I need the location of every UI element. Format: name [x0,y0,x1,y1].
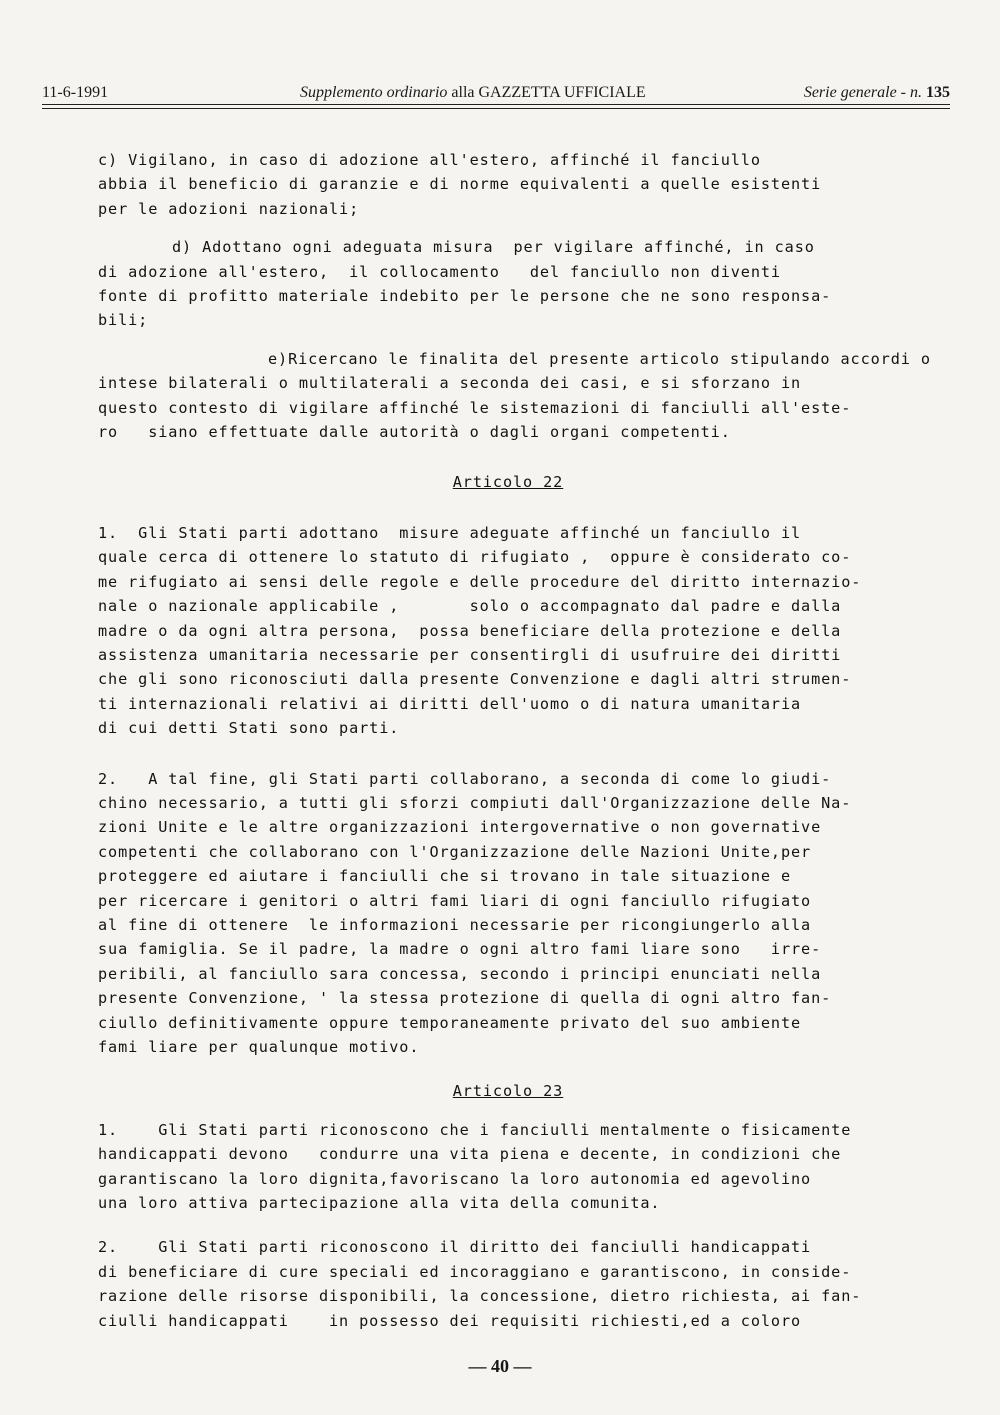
page-number: — 40 — [468,1356,532,1376]
text-line: quale cerca di ottenere lo statuto di rifugiato , oppure è considerato co- [98,548,852,567]
text-line: per le adozioni nazionali; [98,199,360,218]
text-line: c) Vigilano, in caso di adozione all'estero, affinché il fanciullo [98,151,761,169]
header-supplement: Supplemento ordinario [300,84,448,101]
text-line: ti internazionali relativi ai diritti dell'uomo o di natura umanitaria [98,694,802,713]
text-line: e)Ricercano le finalita del presente articolo stipulando accordi o [268,349,931,368]
header-gazette: GAZZETTA UFFICIALE [478,84,646,101]
text-line: 2. A tal fine, gli Stati parti collaborano, a seconda di come lo giudi- [98,769,832,788]
paragraph-e [98,347,931,445]
header-series [804,84,950,102]
text-line: intese bilaterali o multilaterali a seconda dei casi, e si sforzano in [98,374,802,393]
text-line: per ricercare i genitori o altri fami liari di ogni fanciullo rifugiato [98,891,812,910]
text-line: presente Convenzione, ' la stessa protezione di quella di ogni altro fan- [98,989,832,1008]
document-body [98,148,931,1333]
header-series-label: Serie generale - n. [803,84,926,101]
header-rule-top [42,104,950,105]
header-rule-bottom [42,108,950,109]
text-line: che gli sono riconosciuti dalla presente Convenzione e dagli altri strumen- [98,670,852,689]
text-line: di beneficiare di cure speciali ed incoraggiano e garantiscono, in conside- [98,1262,852,1281]
text-line: bili; [98,311,149,330]
text-line: ciulli handicappati in possesso dei requisiti richiesti,ed a coloro [98,1311,802,1330]
text-line: garantiscano la loro dignita,favoriscano la loro autonomia ed agevolino [98,1169,812,1188]
header-date: 11-6-1991 [42,84,109,101]
text-line: razione delle risorse disponibili, la concessione, dietro richiesta, ai fan- [98,1287,862,1306]
text-line: assistenza umanitaria necessarie per consentirgli di usufruire dei diritti [98,645,842,664]
text-line: fami liare per qualunque motivo. [98,1038,420,1056]
text-line: chino necessario, a tutti gli sforzi compiuti dall'Organizzazione delle Na- [98,793,852,812]
text-line: d) Adottano ogni adeguata misura per vigilare affinché, in caso [172,238,815,257]
text-line: al fine di ottenere le informazioni necessarie per ricongiungerlo alla [98,915,812,934]
text-line: ro siano effettuate dalle autorità o dagli organi competenti. [98,423,731,442]
text-line: questo contesto di vigilare affinché le sistemazioni di fanciulli all'este- [98,398,852,417]
text-line: 1. Gli Stati parti adottano misure adeguate affinché un fanciullo il [98,523,802,542]
article-23-paragraph-1 [98,1118,918,1216]
text-line: madre o da ogni altra persona, possa beneficiare della protezione e della [98,621,842,640]
text-line: zioni Unite e le altre organizzazioni intergovernative o non governative [98,818,822,837]
text-line: 2. Gli Stati parti riconoscono il diritto dei fanciulli handicappati [98,1238,812,1257]
text-line: una loro attiva partecipazione alla vita della comunita. [98,1194,661,1213]
header-series-number: 135 [926,84,950,101]
text-line: 1. Gli Stati parti riconoscono che i fanciulli mentalmente o fisicamente [98,1120,852,1139]
text-line: peribili, al fanciullo sara concessa, secondo i principi enunciati nella [98,964,822,983]
header-publication [300,84,646,102]
text-line: nale o nazionale applicabile , solo o accompagnato dal padre e dalla [98,597,842,616]
paragraph-c [98,148,918,221]
text-line: ciullo definitivamente oppure temporaneamente privato del suo ambiente [98,1013,802,1032]
text-line: proteggere ed aiutare i fanciulli che si trovano in tale situazione e [98,867,792,886]
text-line: di adozione all'estero, il collocamento del fanciullo non diventi [98,262,781,281]
article-22-heading: Articolo 22 [452,473,564,492]
article-23-paragraph-2 [98,1235,918,1333]
text-line: abbia il beneficio di garanzie e di norme equivalenti a quelle esistenti [98,175,822,194]
paragraph-d [98,235,918,333]
article-22-paragraph-2 [98,767,918,1060]
text-line: sua famiglia. Se il padre, la madre o ogni altro fami liare sono irre- [98,940,822,959]
article-22-paragraph-1 [98,521,918,741]
page-header [42,84,950,106]
text-line: me rifugiato ai sensi delle regole e delle procedure del diritto internazio- [98,572,862,591]
text-line: di cui detti Stati sono parti. [98,719,400,738]
header-connector: alla [447,84,479,101]
text-line: handicappati devono condurre una vita piena e decente, in condizioni che [98,1145,842,1164]
text-line: competenti che collaborano con l'Organizzazione delle Nazioni Unite,per [98,842,812,861]
text-line: fonte di profitto materiale indebito per le persone che ne sono responsa- [98,287,832,306]
article-23-heading: Articolo 23 [452,1082,564,1101]
